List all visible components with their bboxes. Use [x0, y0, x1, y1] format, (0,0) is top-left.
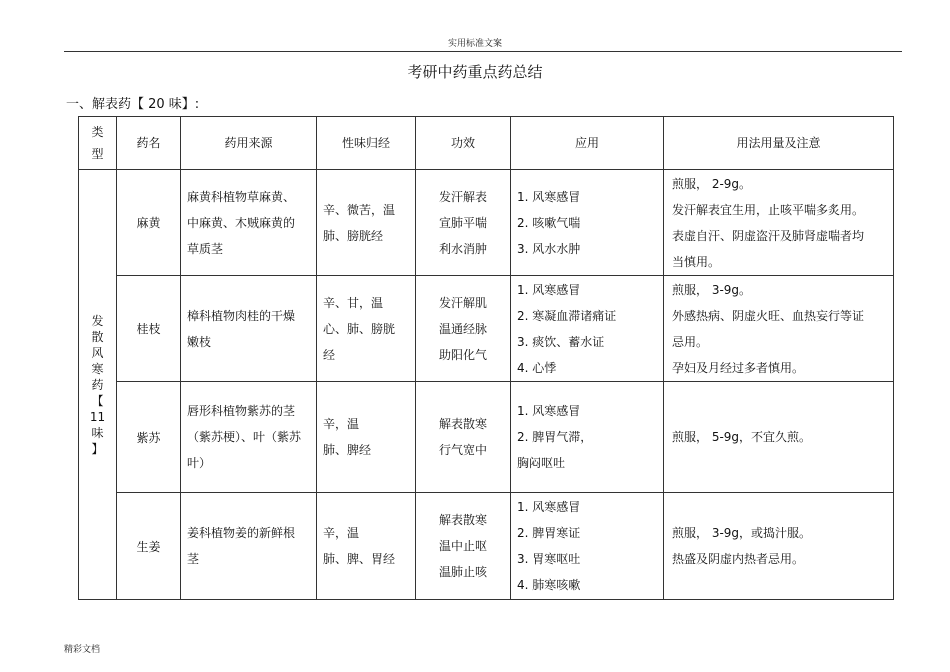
page-footer-text: 精彩文档: [64, 645, 101, 655]
text-line: 辛，温: [323, 526, 360, 540]
table-row: [79, 382, 894, 493]
table-header-row: [79, 117, 894, 170]
herb-property: [317, 170, 416, 276]
text-line: 经: [323, 347, 336, 362]
text-line: 3. 痰饮、蓄水证: [517, 334, 605, 349]
table-row: [79, 276, 894, 382]
herb-source: [181, 276, 317, 382]
text-line: 1. 风寒感冒: [517, 500, 581, 514]
text-line: 发汗解肌: [438, 295, 487, 310]
text-line: 利水消肿: [438, 241, 487, 256]
text-line: 3. 风水水肿: [517, 241, 581, 256]
header-effect: 功效: [416, 117, 511, 170]
text-line: 唇形科植物紫苏的茎: [187, 404, 296, 418]
category-char: 风: [91, 345, 104, 360]
herb-application: [511, 493, 664, 600]
herb-source: [181, 382, 317, 493]
category-char: 味: [91, 425, 104, 440]
header-type: [79, 117, 117, 170]
table-row: [79, 493, 894, 600]
text-line: 煎服， 2-9g。: [672, 176, 752, 191]
text-line: 热盛及阴虚内热者忌用。: [672, 552, 805, 566]
text-line: （紫苏梗）、叶（紫苏: [187, 430, 302, 444]
text-line: 2. 脾胃寒证: [517, 526, 581, 540]
page-header-text: 实用标准文案: [447, 39, 502, 49]
herb-effect: [416, 382, 511, 493]
category-char: 散: [91, 329, 104, 344]
text-line: 胸闷呕吐: [517, 456, 566, 470]
header-source: 药用来源: [181, 117, 317, 170]
herb-name: 生姜: [117, 493, 181, 600]
text-line: 煎服， 5-9g，不宜久煎。: [672, 430, 812, 444]
text-line: 助阳化气: [438, 347, 487, 362]
herb-application: [511, 276, 664, 382]
text-line: 辛，温: [323, 417, 360, 431]
text-line: 宣肺平喘: [438, 215, 487, 230]
header-name: 药名: [117, 117, 181, 170]
header-type-line: 类: [91, 125, 104, 139]
category-char: 】: [91, 441, 104, 456]
herb-table: [78, 116, 894, 600]
herb-property: [317, 493, 416, 600]
text-line: 煎服， 3-9g，或捣汁服。: [672, 526, 812, 540]
text-line: 姜科植物姜的新鲜根: [187, 526, 296, 540]
document-title: 考研中药重点药总结: [407, 63, 543, 81]
text-line: 4. 心悸: [517, 360, 557, 375]
herb-usage: [664, 382, 894, 493]
text-line: 草质茎: [187, 241, 224, 256]
text-line: 解表散寒: [438, 513, 487, 527]
text-line: 辛、微苦，温: [323, 202, 396, 217]
text-line: 温通经脉: [438, 321, 487, 336]
header-divider: [64, 51, 902, 52]
text-line: 温中止呕: [438, 539, 487, 553]
header-application: 应用: [511, 117, 664, 170]
text-line: 2. 脾胃气滞，: [517, 430, 593, 444]
header-property: 性味归经: [317, 117, 416, 170]
text-line: 解表散寒: [438, 417, 487, 431]
category-char: 药: [91, 377, 104, 392]
text-line: 外感热病、阴虚火旺、血热妄行等证: [672, 308, 865, 323]
text-line: 4. 肺寒咳嗽: [517, 578, 581, 592]
herb-name: 麻黄: [117, 170, 181, 276]
text-line: 辛、甘，温: [323, 295, 384, 310]
text-line: 中麻黄、木贼麻黄的: [187, 215, 296, 230]
text-line: 1. 风寒感冒: [517, 189, 581, 204]
text-line: 表虚自汗、阴虚盗汗及肺肾虚喘者均: [672, 228, 865, 243]
text-line: 心、肺、膀胱: [323, 321, 396, 336]
text-line: 叶）: [187, 456, 212, 470]
text-line: 1. 风寒感冒: [517, 404, 581, 418]
text-line: 茎: [187, 552, 200, 566]
text-line: 行气宽中: [438, 443, 487, 457]
table-row: [79, 170, 894, 276]
herb-source: [181, 170, 317, 276]
text-line: 2. 寒凝血滞诸痛证: [517, 308, 617, 323]
herb-usage: [664, 170, 894, 276]
herb-effect: [416, 493, 511, 600]
text-line: 温肺止咳: [438, 565, 487, 579]
section-heading: 一、解表药【 20 味】:: [66, 97, 200, 112]
category-char: 【: [91, 393, 104, 408]
text-line: 樟科植物肉桂的干燥: [187, 308, 296, 323]
category-char: 发: [91, 313, 104, 328]
text-line: 麻黄科植物草麻黄、: [187, 189, 296, 204]
text-line: 嫩枝: [187, 334, 212, 349]
text-line: 发汗解表宜生用，止咳平喘多炙用。: [672, 202, 865, 217]
category-char: 11: [89, 409, 106, 424]
header-type-line: 型: [91, 147, 104, 161]
herb-application: [511, 382, 664, 493]
herb-usage: [664, 276, 894, 382]
herb-application: [511, 170, 664, 276]
herb-usage: [664, 493, 894, 600]
text-line: 发汗解表: [438, 189, 487, 204]
herb-property: [317, 382, 416, 493]
text-line: 孕妇及月经过多者慎用。: [672, 360, 805, 375]
text-line: 忌用。: [672, 334, 709, 349]
category-cell: [79, 170, 117, 600]
text-line: 1. 风寒感冒: [517, 282, 581, 297]
herb-property: [317, 276, 416, 382]
herb-name: 紫苏: [117, 382, 181, 493]
text-line: 肺、脾、胃经: [323, 552, 396, 566]
text-line: 2. 咳嗽气喘: [517, 215, 581, 230]
text-line: 肺、脾经: [323, 443, 372, 457]
text-line: 当慎用。: [672, 254, 721, 269]
text-line: 肺、膀胱经: [323, 228, 384, 243]
herb-effect: [416, 170, 511, 276]
text-line: 煎服， 3-9g。: [672, 282, 752, 297]
herb-name: 桂枝: [117, 276, 181, 382]
text-line: 3. 胃寒呕吐: [517, 552, 581, 566]
header-usage: 用法用量及注意: [664, 117, 894, 170]
herb-source: [181, 493, 317, 600]
herb-effect: [416, 276, 511, 382]
category-char: 寒: [91, 361, 104, 376]
